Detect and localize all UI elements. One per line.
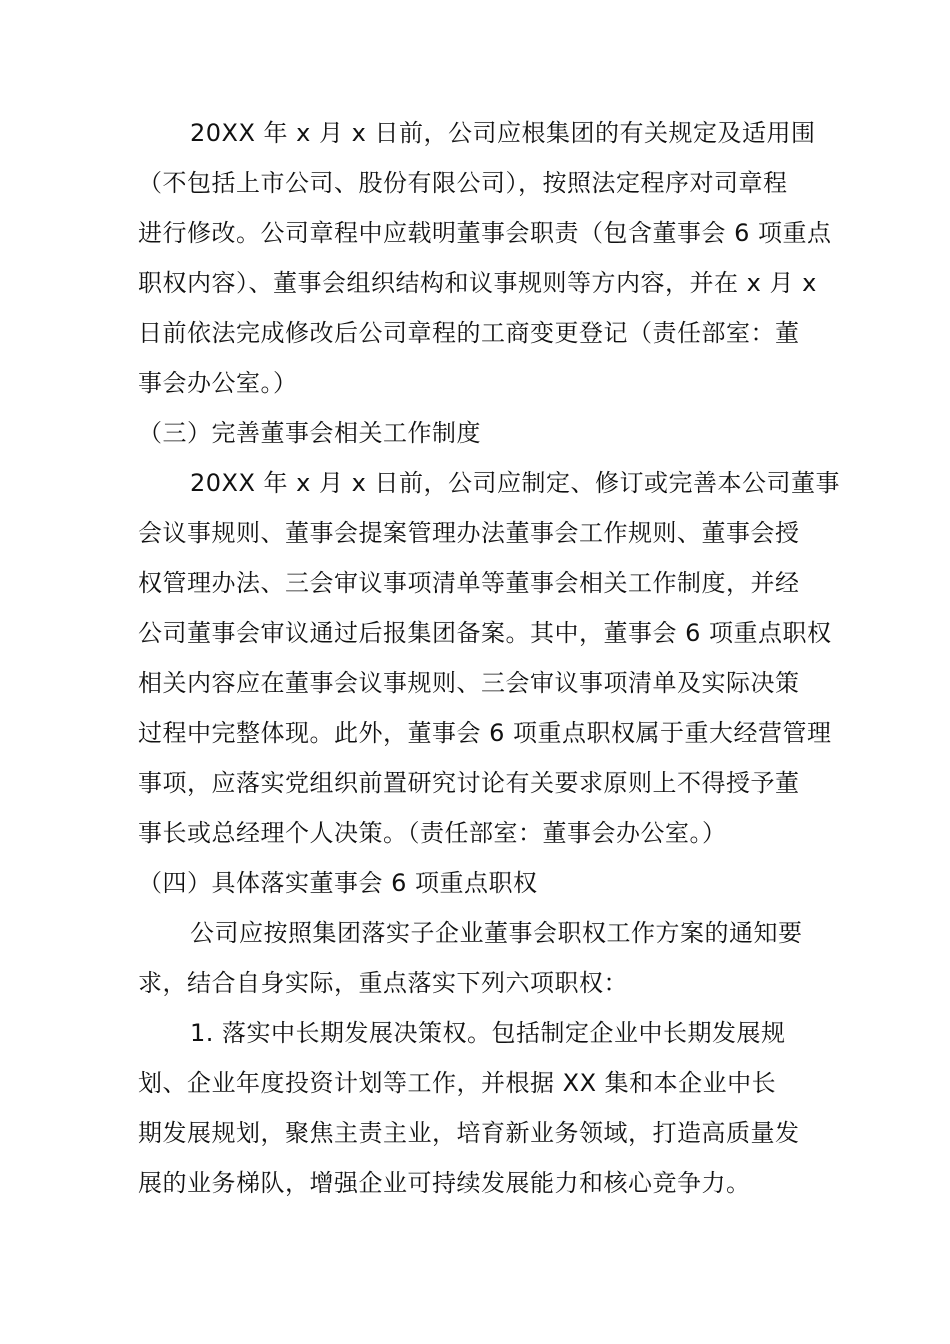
paragraph-line: 公司董事会审议通过后报集团备案。其中，董事会 6 项重点职权 bbox=[138, 619, 832, 647]
paragraph-line: （不包括上市公司、股份有限公司），按照法定程序对司章程 bbox=[138, 169, 788, 197]
paragraph-line: 展的业务梯队，增强企业可持续发展能力和核心竞争力。 bbox=[138, 1169, 751, 1197]
paragraph-line: 进行修改。公司章程中应载明董事会职责（包含董事会 6 项重点 bbox=[138, 219, 832, 247]
paragraph-line: 职权内容）、董事会组织结构和议事规则等方内容，并在 x 月 x bbox=[138, 269, 817, 297]
paragraph-line: 相关内容应在董事会议事规则、三会审议事项清单及实际决策 bbox=[138, 669, 800, 697]
paragraph-line: 日前依法完成修改后公司章程的工商变更登记（责任部室：董 bbox=[138, 319, 800, 347]
section-heading: （三）完善董事会相关工作制度 bbox=[138, 419, 481, 447]
paragraph-line: 20XX 年 x 月 x 日前，公司应根集团的有关规定及适用围 bbox=[190, 119, 816, 147]
paragraph-line: 过程中完整体现。此外，董事会 6 项重点职权属于重大经营管理 bbox=[138, 719, 832, 747]
paragraph-line: 期发展规划，聚焦主责主业，培育新业务领域，打造高质量发 bbox=[138, 1119, 800, 1147]
paragraph-line: 求，结合自身实际，重点落实下列六项职权： bbox=[138, 969, 628, 997]
paragraph-line: 20XX 年 x 月 x 日前，公司应制定、修订或完善本公司董事 bbox=[190, 469, 840, 497]
paragraph-line: 会议事规则、董事会提案管理办法董事会工作规则、董事会授 bbox=[138, 519, 800, 547]
paragraph-line: 事会办公室。） bbox=[138, 369, 298, 397]
paragraph-line: 公司应按照集团落实子企业董事会职权工作方案的通知要 bbox=[190, 919, 803, 947]
section-heading: （四）具体落实董事会 6 项重点职权 bbox=[138, 869, 538, 897]
paragraph-line: 权管理办法、三会审议事项清单等董事会相关工作制度，并经 bbox=[138, 569, 800, 597]
paragraph-line: 事长或总经理个人决策。（责任部室：董事会办公室。） bbox=[138, 819, 727, 847]
paragraph-line: 1. 落实中长期发展决策权。包括制定企业中长期发展规 bbox=[190, 1019, 786, 1047]
paragraph-line: 划、企业年度投资计划等工作，并根据 XX 集和本企业中长 bbox=[138, 1069, 777, 1097]
paragraph-line: 事项，应落实党组织前置研究讨论有关要求原则上不得授予董 bbox=[138, 769, 800, 797]
